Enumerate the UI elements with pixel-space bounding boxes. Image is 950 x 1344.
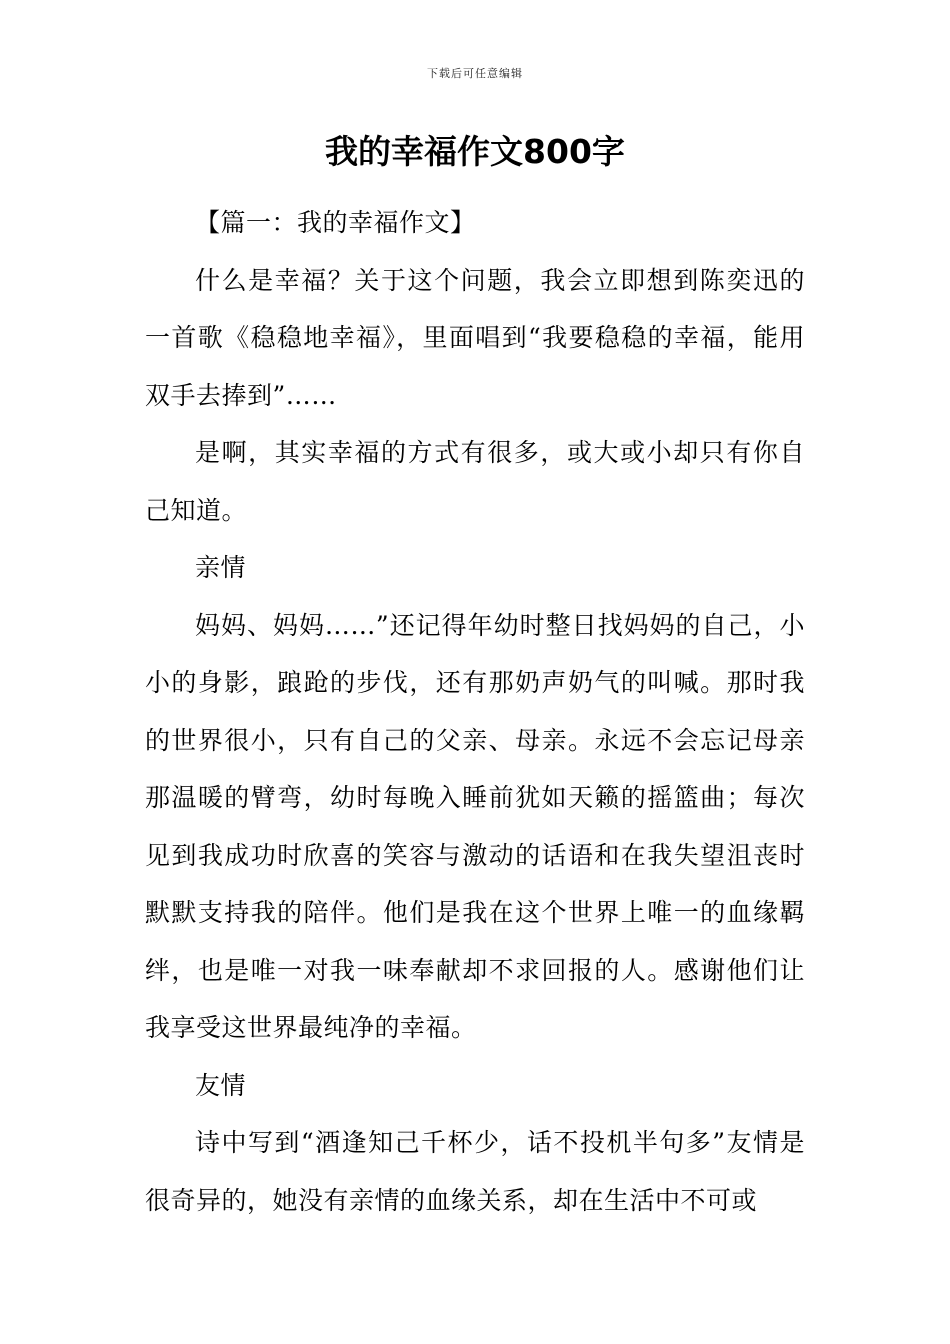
subheading-friendship: 友情 <box>195 1070 247 1100</box>
section-heading: 【篇一：我的幸福作文】 <box>195 208 476 237</box>
paragraph: 是啊，其实幸福的方式有很多，或大或小却只有你自己知道。 <box>145 438 805 525</box>
header-note: 下载后可任意编辑 <box>427 67 523 80</box>
subheading-family: 亲情 <box>195 553 247 582</box>
paragraph: 什么是幸福？关于这个问题，我会立即想到陈奕迅的一首歌《稳稳地幸福》，里面唱到“我要稳稳的幸福，能用双手去捧到”…… <box>145 265 805 410</box>
paragraph: 妈妈、妈妈……”还记得年幼时整日找妈妈的自己，小小的身影，踉跄的步伐，还有那奶声奶气的叫喊。那时我的世界很小，只有自己的父亲、母亲。永远不会忘记母亲那温暖的臂弯，幼时每晚入睡前犹如天籁的摇篮曲；每次见到我成功时欣喜的笑容与激动的话语和在我失望沮丧时默默支持我的陪伴。他们是我在这个世界上唯一的血缘羁绊，也是唯一对我一味奉献却不求回报的人。感谢他们让我享受这世界最纯净的幸福。 <box>145 610 805 1042</box>
article-body <box>145 194 805 1229</box>
paragraph: 诗中写到“酒逢知己千杯少，话不投机半句多”友情是很奇异的，她没有亲情的血缘关系，却在生活中不可或 <box>145 1128 805 1215</box>
document-title: 我的幸福作文800字 <box>325 132 625 171</box>
